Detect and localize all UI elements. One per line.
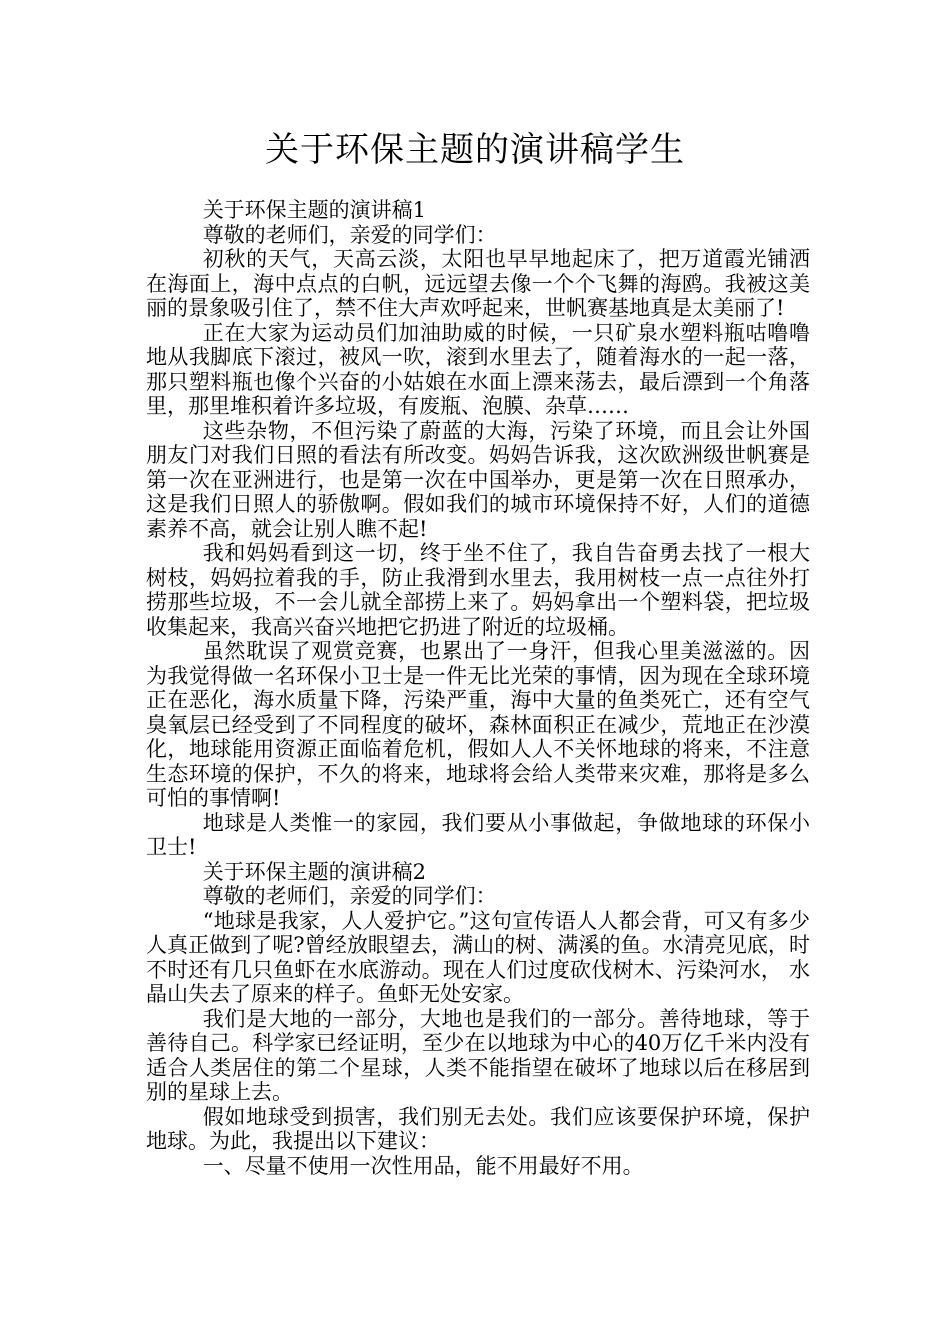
paragraph: 地球是人类惟一的家园，我们要从小事做起，争做地球的环保小卫士! <box>146 810 810 859</box>
document-title: 关于环保主题的演讲稿学生 <box>265 130 685 170</box>
salutation: 尊敬的老师们，亲爱的同学们： <box>202 222 497 247</box>
salutation: 尊敬的老师们，亲爱的同学们： <box>202 884 497 908</box>
heading-speech-2: 关于环保主题的演讲稿2 <box>202 859 427 884</box>
paragraph: 假如地球受到损害，我们别无去处。我们应该要保护环境，保护地球。为此，我提出以下建议： <box>146 1104 810 1153</box>
paragraph: 初秋的天气，天高云淡，太阳也早早地起床了，把万道霞光铺洒在海面上，海中点点的白帆，远远望去像一个个飞舞的海鸥。我被这美丽的景象吸引住了，禁不住大声欢呼起来，世帆赛基地真是太美丽了! <box>146 247 810 320</box>
paragraph: 这些杂物，不但污染了蔚蓝的大海，污染了环境，而且会让外国朋友门对我们日照的看法有所改变。妈妈告诉我，这次欧洲级世帆赛是第一次在亚洲进行，也是第一次在中国举办，更是第一次在日照承办，这是我们日照人的骄傲啊。假如我们的城市环境保持不好，人们的道德素养不高，就会让别人瞧不起! <box>146 418 810 541</box>
heading-speech-1: 关于环保主题的演讲稿1 <box>202 198 427 222</box>
paragraph: “地球是我家，人人爱护它。”这句宣传语人人都会背，可又有多少人真正做到了呢?曾经放眼望去，满山的树、满溪的鱼。水清亮见底，时不时还有几只鱼虾在水底游动。现在人们过度砍伐树木、污染河水， 水晶山失去了原来的样子。鱼虾无处安家。 <box>146 908 810 1006</box>
list-item: 一、尽量不使用一次性用品，能不用最好不用。 <box>202 1153 644 1178</box>
paragraph: 我和妈妈看到这一切，终于坐不住了，我自告奋勇去找了一根大树枝，妈妈拉着我的手，防止我滑到水里去，我用树枝一点一点往外打捞那些垃圾，不一会儿就全部捞上来了。妈妈拿出一个塑料袋，把垃圾收集起来，我高兴奋兴地把它扔进了附近的垃圾桶。 <box>146 541 810 639</box>
document-body <box>146 198 810 1178</box>
paragraph: 正在大家为运动员们加油助威的时候，一只矿泉水塑料瓶咕噜噜地从我脚底下滚过，被风一吹，滚到水里去了，随着海水的一起一落，那只塑料瓶也像个兴奋的小姑娘在水面上漂来荡去，最后漂到一个角落里，那里堆积着许多垃圾，有废瓶、泡膜、杂草…… <box>146 320 810 418</box>
paragraph: 虽然耽误了观赏竞赛，也累出了一身汗，但我心里美滋滋的。因为我觉得做一名环保小卫士是一件无比光荣的事情，因为现在全球环境正在恶化，海水质量下降，污染严重，海中大量的鱼类死亡，还有空气臭氧层已经受到了不同程度的破坏，森林面积正在减少，荒地正在沙漠化，地球能用资源正面临着危机，假如人人不关怀地球的将来，不注意生态环境的保护，不久的将来，地球将会给人类带来灾难，那将是多么可怕的事情啊! <box>146 639 810 810</box>
paragraph: 我们是大地的一部分，大地也是我们的一部分。善待地球，等于善待自己。科学家已经证明，至少在以地球为中心的40万亿千米内没有适合人类居住的第二个星球，人类不能指望在破坏了地球以后在移居到别的星球上去。 <box>146 1006 810 1104</box>
